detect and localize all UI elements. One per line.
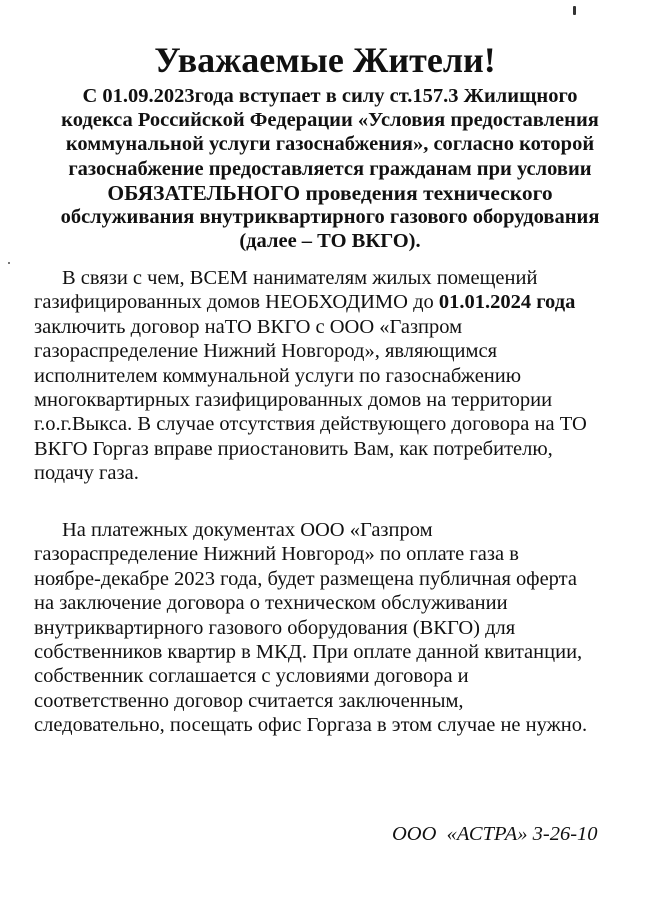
paragraph-line: ВКГО Горгаз вправе приостановить Вам, как потребителю, — [34, 437, 553, 460]
paragraph-line: соответственно договор считается заключенным, — [34, 689, 464, 712]
intro-line: С 01.09.2023года вступает в силу ст.157.3 Жилищного — [82, 85, 578, 107]
paragraph-line: собственник соглашается с условиями договора и — [34, 665, 469, 688]
paragraph-public-offer — [34, 518, 634, 738]
paragraph-line — [34, 290, 634, 314]
scan-mark — [573, 6, 576, 15]
intro-block — [30, 84, 630, 253]
paragraph-line: В связи с чем, ВСЕМ нанимателям жилых помещений — [62, 267, 538, 289]
paragraph-line: внутриквартирного газового оборудования (ВКГО) для — [34, 616, 516, 639]
intro-line: газоснабжение предоставляется гражданам при условии — [68, 157, 592, 180]
paragraph-contract-deadline — [34, 266, 634, 486]
intro-line: кодекса Российской Федерации «Условия предоставления — [61, 109, 599, 132]
footer-signature: ООО «АСТРА» 3-26-10 — [392, 823, 598, 845]
paragraph-line: исполнителем коммунальной услуги по газоснабжению — [34, 364, 522, 387]
paragraph-line-start: газифицированных домов НЕОБХОДИМО до — [34, 291, 439, 314]
paragraph-line: На платежных документах ООО «Газпром — [62, 519, 433, 541]
paragraph-line: газораспределение Нижний Новгород», являющимся — [34, 340, 498, 363]
paragraph-line: следовательно, посещать офис Горгаза в этом случае не нужно. — [34, 714, 588, 737]
paragraph-line: ноябре-декабре 2023 года, будет размещена публичная оферта — [34, 567, 577, 590]
intro-line: коммунальной услуги газоснабжения», согласно которой — [65, 133, 595, 156]
intro-line: обслуживания внутриквартирного газового оборудования — [60, 206, 600, 229]
intro-line: (далее – ТО ВКГО). — [239, 230, 421, 253]
paragraph-line: собственников квартир в МКД. При оплате данной квитанции, — [34, 641, 583, 664]
scan-dot — [8, 262, 10, 264]
paragraph-line: подачу газа. — [34, 462, 139, 485]
paragraph-line: г.о.г.Выкса. В случае отсутствия действующего договора на ТО — [34, 413, 587, 436]
paragraph-line: заключить договор наТО ВКГО с ООО «Газпром — [34, 315, 463, 338]
deadline-date: 01.01.2024 года — [438, 291, 576, 314]
intro-line-emphasis: ОБЯЗАТЕЛЬНОГО проведения технического — [107, 180, 553, 205]
paragraph-line: газораспределение Нижний Новгород» по оплате газа в — [34, 543, 519, 566]
notice-title: Уважаемые Жители! — [154, 40, 496, 80]
paragraph-line: на заключение договора о техническом обслуживании — [34, 592, 508, 615]
paragraph-line: многоквартирных газифицированных домов на территории — [34, 389, 553, 412]
